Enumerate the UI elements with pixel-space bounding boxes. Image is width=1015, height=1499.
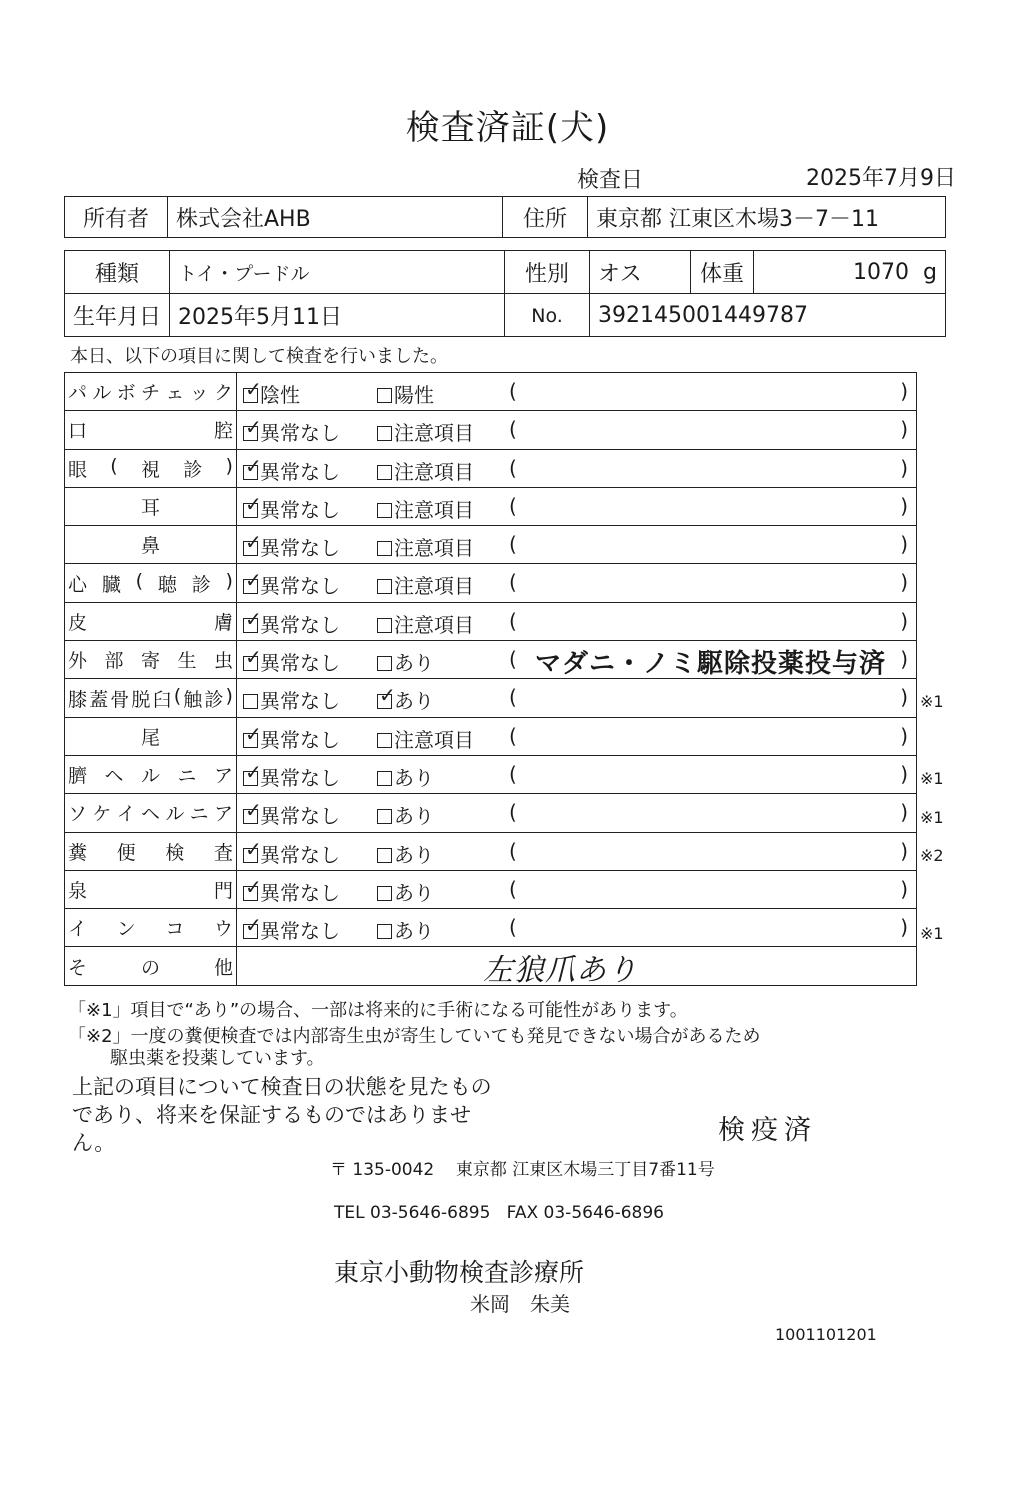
option-abnormal[interactable]: 注意項目: [377, 417, 474, 446]
clinic-street: 東京都 江東区木場三丁目7番11号: [455, 1160, 715, 1180]
clinic-name: 東京小動物検査診療所: [334, 1258, 585, 1287]
checkbox-icon: [377, 886, 392, 901]
check-options: [237, 373, 917, 411]
footnote-1: 「※1」項目で“あり”の場合、一部は将来的に手術になる可能性があります。: [68, 1000, 688, 1021]
paren-close: ): [900, 379, 908, 403]
check-options: [237, 794, 917, 832]
paren-close: ): [900, 800, 908, 825]
footnote-2: 「※2」一度の糞便検査では内部寄生虫が寄生していても発見できない場合があるため: [68, 1026, 761, 1047]
checkbox-icon: [377, 694, 392, 709]
checkbox-icon: [377, 733, 392, 748]
paren-open: (: [509, 570, 517, 595]
document-title: 検査済証(犬): [405, 108, 610, 148]
option-normal[interactable]: ✓ 異常なし: [243, 647, 340, 676]
check-item-label: 臍 ヘ ル ニ ア: [65, 755, 237, 793]
check-row: [65, 794, 917, 832]
pet-info-table: [64, 250, 946, 337]
option-normal[interactable]: ✓ 異常なし: [243, 839, 340, 868]
paren-close: ): [900, 570, 908, 595]
option-abnormal[interactable]: あり: [377, 915, 434, 944]
check-row: [65, 832, 917, 870]
row-note: ※1: [920, 691, 944, 711]
checkbox-icon: [243, 579, 258, 594]
checkbox-icon: [377, 848, 392, 863]
check-item-label: 皮 膚: [65, 602, 237, 640]
option-abnormal[interactable]: あり: [377, 839, 434, 868]
check-item-label: 耳: [65, 487, 237, 525]
checkbox-icon: [377, 771, 392, 786]
checkbox-icon: [377, 426, 392, 441]
checkbox-icon: [243, 426, 258, 441]
checkbox-icon: [377, 656, 392, 671]
checkbox-icon: [243, 656, 258, 671]
check-item-label: 尾: [65, 717, 237, 755]
clinic-address: [330, 1155, 715, 1180]
check-options: [237, 641, 917, 679]
other-value-cell: [237, 947, 917, 989]
inspection-date: 2025年7月9日: [806, 166, 956, 191]
check-item-label: ソ ケ イ ヘ ル ニ ア: [65, 794, 237, 832]
checkbox-icon: [243, 694, 258, 709]
checkbox-icon: [243, 465, 258, 480]
paren-open: (: [509, 647, 517, 672]
paren-open: (: [509, 608, 517, 633]
checkbox-icon: [243, 886, 258, 901]
paren-close: ): [900, 723, 908, 748]
sex-value: オス: [590, 251, 691, 294]
paren-open: (: [509, 417, 517, 442]
address-value: 東京都 江東区木場3－7－11: [588, 197, 946, 238]
check-row: [65, 487, 917, 525]
option-abnormal[interactable]: あり: [377, 800, 434, 829]
checkbox-icon: [377, 541, 392, 556]
paren-close: ): [900, 915, 908, 940]
check-options: [237, 832, 917, 870]
paren-close: ): [900, 685, 908, 710]
option-normal[interactable]: 異常なし: [243, 685, 340, 714]
owner-label: 所有者: [65, 197, 168, 238]
option-abnormal[interactable]: 注意項目: [377, 494, 474, 523]
weight-unit: g: [923, 259, 937, 285]
owner-value: 株式会社AHB: [168, 197, 503, 238]
other-label: そ の 他: [65, 947, 237, 985]
check-row: [65, 564, 917, 602]
checkbox-icon: [243, 541, 258, 556]
owner-table: [64, 196, 946, 238]
check-item-label: 口 腔: [65, 411, 237, 449]
paren-close: ): [900, 493, 908, 518]
option-normal[interactable]: ✓ 異常なし: [243, 609, 340, 638]
row-note: ※2: [920, 846, 944, 866]
check-options: [237, 870, 917, 908]
breed-label: 種類: [65, 251, 170, 294]
checkbox-icon: [377, 924, 392, 939]
clinic-contact: [334, 1203, 664, 1223]
option-normal[interactable]: ✓ 異常なし: [243, 417, 340, 446]
option-normal[interactable]: ✓ 異常なし: [243, 494, 340, 523]
checkbox-icon: [377, 618, 392, 633]
check-item-label: 泉 門: [65, 870, 237, 908]
check-options: [237, 679, 917, 717]
postal-code: 〒 135-0042: [330, 1160, 435, 1180]
checkbox-icon: [377, 579, 392, 594]
paren-close: ): [900, 876, 908, 901]
paren-open: (: [509, 379, 517, 403]
other-row: [65, 947, 917, 985]
check-row: [65, 602, 917, 640]
paren-close: ): [900, 608, 908, 633]
other-handwritten-value: 左狼爪あり: [483, 953, 638, 989]
paren-open: (: [509, 723, 517, 748]
birth-label: 生年月日: [65, 294, 170, 337]
paren-close: ): [900, 417, 908, 442]
paren-close: ): [900, 761, 908, 786]
checkbox-icon: [377, 465, 392, 480]
row-note: ※1: [920, 807, 944, 827]
tel: TEL 03-5646-6895: [334, 1203, 491, 1223]
paren-open: (: [509, 761, 517, 786]
option-abnormal[interactable]: ✓ あり: [377, 685, 434, 714]
checkbox-icon: [243, 388, 258, 403]
check-item-label: イ ン コ ウ: [65, 909, 237, 947]
check-row: [65, 411, 917, 449]
option-normal[interactable]: ✓ 異常なし: [243, 762, 340, 791]
address-label: 住所: [503, 197, 588, 238]
breed-value: トイ・プードル: [170, 251, 505, 294]
weight-label: 体重: [691, 251, 754, 294]
check-options: [237, 564, 917, 602]
paren-open: (: [509, 838, 517, 863]
number-label: No.: [505, 294, 590, 337]
paren-close: ): [900, 532, 908, 557]
paren-open: (: [509, 876, 517, 901]
check-table: [64, 372, 917, 989]
birth-value: 2025年5月11日: [170, 294, 505, 337]
weight-value: 1070 g: [754, 251, 946, 294]
paren-open: (: [509, 532, 517, 557]
check-options: [237, 717, 917, 755]
checkbox-icon: [243, 503, 258, 518]
check-options: [237, 755, 917, 793]
checkbox-icon: [377, 809, 392, 824]
check-item-label: 鼻: [65, 526, 237, 564]
option-abnormal[interactable]: あり: [377, 647, 434, 676]
intro-text: 本日、以下の項目に関して検査を行いました。: [70, 346, 448, 367]
option-abnormal[interactable]: 注意項目: [377, 724, 474, 753]
checkbox-icon: [243, 809, 258, 824]
doctor-name: 米岡 朱美: [470, 1292, 570, 1316]
option-abnormal[interactable]: あり: [377, 762, 434, 791]
option-normal[interactable]: ✓ 異常なし: [243, 877, 340, 906]
checkbox-icon: [243, 771, 258, 786]
checkbox-icon: [377, 388, 392, 403]
sex-label: 性別: [505, 251, 590, 294]
check-row: [65, 679, 917, 717]
quarantine-stamp: 検疫済: [718, 1115, 817, 1146]
option-abnormal[interactable]: 注意項目: [377, 532, 474, 561]
row-note: ※1: [920, 769, 944, 788]
paren-open: (: [509, 915, 517, 940]
paren-close: ): [900, 455, 908, 480]
check-options: [237, 602, 917, 640]
check-row: [65, 373, 917, 411]
checkbox-icon: [243, 924, 258, 939]
check-item-label: 糞 便 検 査: [65, 832, 237, 870]
check-options: [237, 449, 917, 487]
option-normal[interactable]: ✓ 異常なし: [243, 724, 340, 753]
checkbox-icon: [377, 503, 392, 518]
fax: FAX 03-5646-6896: [506, 1203, 664, 1223]
paren-close: ): [900, 838, 908, 863]
option-normal[interactable]: ✓ 異常なし: [243, 456, 340, 485]
option-normal[interactable]: ✓ 異常なし: [243, 532, 340, 561]
checkbox-icon: [243, 618, 258, 633]
inspection-date-label: 検査日: [577, 168, 644, 193]
check-remark: マダニ・ノミ駆除投薬投与済: [535, 649, 887, 680]
option-normal[interactable]: ✓ 異常なし: [243, 570, 340, 599]
option-normal[interactable]: ✓ 陰性: [243, 379, 300, 408]
option-abnormal[interactable]: 注意項目: [377, 609, 474, 638]
check-options: [237, 526, 917, 564]
check-row: [65, 449, 917, 487]
paren-open: (: [509, 455, 517, 480]
paren-close: ): [900, 647, 908, 672]
option-normal[interactable]: ✓ 異常なし: [243, 915, 340, 944]
paren-open: (: [509, 800, 517, 825]
check-row: [65, 526, 917, 564]
option-abnormal[interactable]: 注意項目: [377, 570, 474, 599]
number-value: 392145001449787: [590, 294, 946, 337]
checkbox-icon: [243, 733, 258, 748]
footnote-2-cont: 駆虫薬を投薬しています。: [110, 1048, 325, 1069]
option-normal[interactable]: ✓ 異常なし: [243, 800, 340, 829]
check-row: [65, 909, 917, 947]
check-row: [65, 870, 917, 908]
disclaimer: 上記の項目について検査日の状態を見たものであり、将来を保証するものではありません。: [72, 1075, 492, 1155]
paren-open: (: [509, 493, 517, 518]
check-item-label: 眼 ( 視 診 ): [65, 449, 237, 487]
row-note: ※1: [920, 923, 944, 943]
check-row: [65, 641, 917, 679]
check-item-label: 膝 蓋 骨 脱 臼 ( 触 診 ): [65, 679, 237, 717]
check-row: [65, 717, 917, 755]
check-item-label: 心 臓 ( 聴 診 ): [65, 564, 237, 602]
paren-open: (: [509, 685, 517, 710]
check-item-label: 外 部 寄 生 虫: [65, 641, 237, 679]
check-options: [237, 411, 917, 449]
check-options: [237, 487, 917, 525]
check-options: [237, 909, 917, 947]
option-abnormal[interactable]: 注意項目: [377, 456, 474, 485]
serial-number: 1001101201: [775, 1325, 877, 1344]
option-abnormal[interactable]: 陽性: [377, 379, 434, 408]
option-abnormal[interactable]: あり: [377, 877, 434, 906]
checkbox-icon: [243, 848, 258, 863]
check-item-label: パ ル ボ チ ェ ッ ク: [65, 373, 237, 411]
check-row: [65, 755, 917, 793]
